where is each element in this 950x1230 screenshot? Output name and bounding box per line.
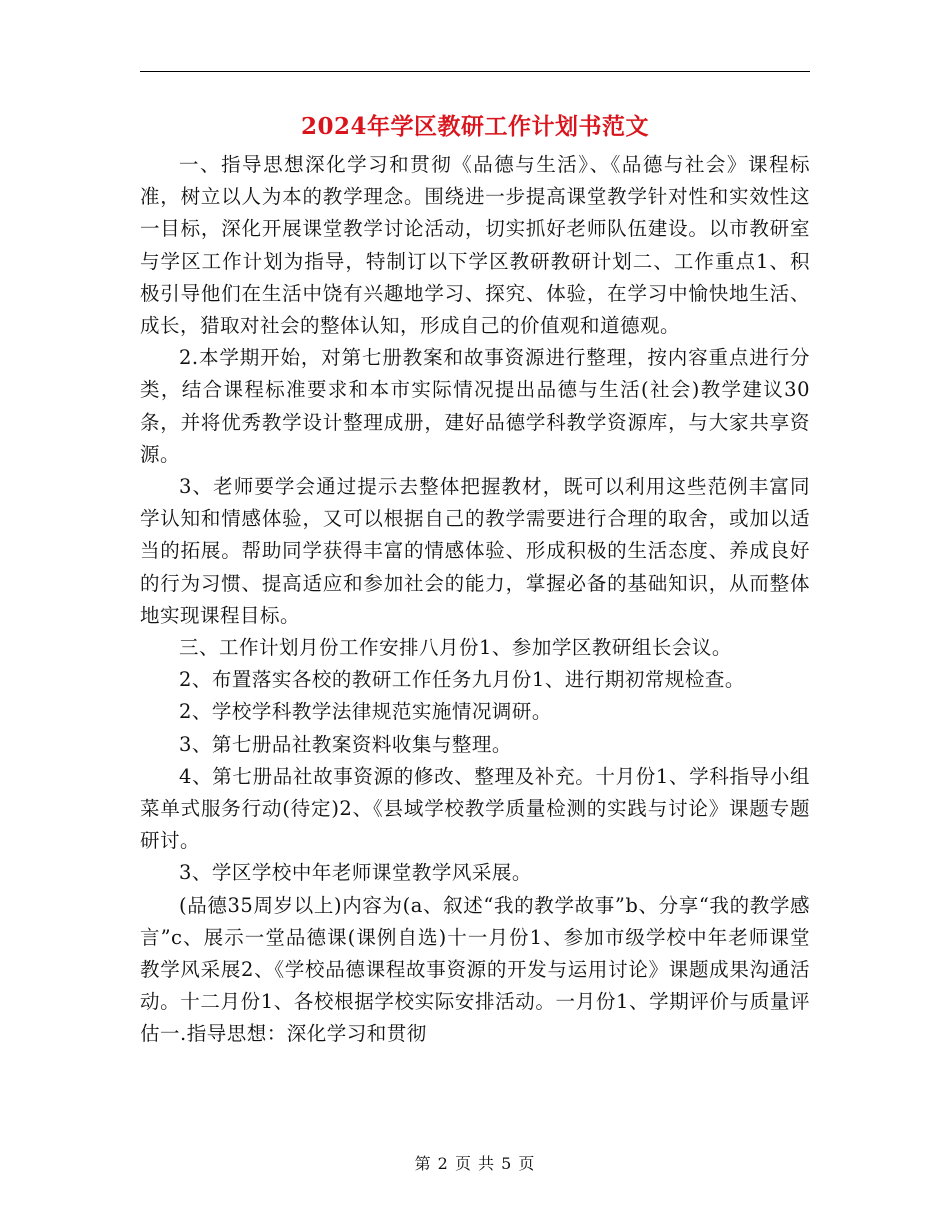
document-title: 2024年学区教研工作计划书范文 <box>300 113 649 140</box>
paragraph-schedule-november-january: (品德35周岁以上)内容为(a、叙述“我的教学故事”b、分享“我的教学感言”c、展示一堂品德课(课例自选)十一月份1、参加市级学校中年老师课堂教学风采展2、《学校品德课程故事资源的开发与运用讨论》课题成果沟通活动。十二月份1、各校根据学校实际安排活动。一月份1、学期评价与质量评估一.指导思想：深化学习和贯彻 <box>140 893 810 1046</box>
paragraph-guiding-ideology: 一、指导思想深化学习和贯彻《品德与生活》、《品德与社会》课程标准，树立以人为本的教学理念。围绕进一步提高课堂教学针对性和实效性这一目标，深化开展课堂教学讨论活动，切实抓好老师队伍建设。以市教研室与学区工作计划为指导，特制订以下学区教研教研计划二、工作重点1、积极引导他们在生活中饶有兴趣地学习、探究、体验，在学习中愉快地生活、成长，猎取对社会的整体认知，形成自己的价值观和道德观。 <box>140 153 810 338</box>
paragraph-schedule-showcase: 3、学区学校中年老师课堂教学风采展。 <box>179 861 532 885</box>
document-body <box>140 149 810 1051</box>
page-number-footer: 第 2 页 共 5 页 <box>414 1154 536 1173</box>
paragraph-schedule-september: 2、布置落实各校的教研工作任务九月份1、进行期初常规检查。 <box>179 668 745 692</box>
paragraph-schedule-august: 三、工作计划月份工作安排八月份1、参加学区教研组长会议。 <box>179 636 732 660</box>
header-rule <box>140 71 810 72</box>
paragraph-schedule-october: 4、第七册品社故事资源的修改、整理及补充。十月份1、学科指导小组菜单式服务行动(待定)2、《县域学校教学质量检测的实践与讨论》课题专题研讨。 <box>140 764 810 853</box>
paragraph-schedule-collection: 3、第七册品社教案资料收集与整理。 <box>179 732 512 756</box>
paragraph-item-2: 2.本学期开始，对第七册教案和故事资源进行整理，按内容重点进行分类，结合课程标准要求和本市实际情况提出品德与生活(社会)教学建议30条，并将优秀教学设计整理成册，建好品德学科教学资源库，与大家共享资源。 <box>140 346 810 466</box>
paragraph-schedule-research: 2、学校学科教学法律规范实施情况调研。 <box>179 700 552 724</box>
paragraph-item-3: 3、老师要学会通过提示去整体把握教材，既可以利用这些范例丰富同学认知和情感体验，又可以根据自己的教学需要进行合理的取舍，或加以适当的拓展。帮助同学获得丰富的情感体验、形成积极的生活态度、养成良好的行为习惯、提高适应和参加社会的能力，掌握必备的基础知识，从而整体地实现课程目标。 <box>140 475 810 627</box>
